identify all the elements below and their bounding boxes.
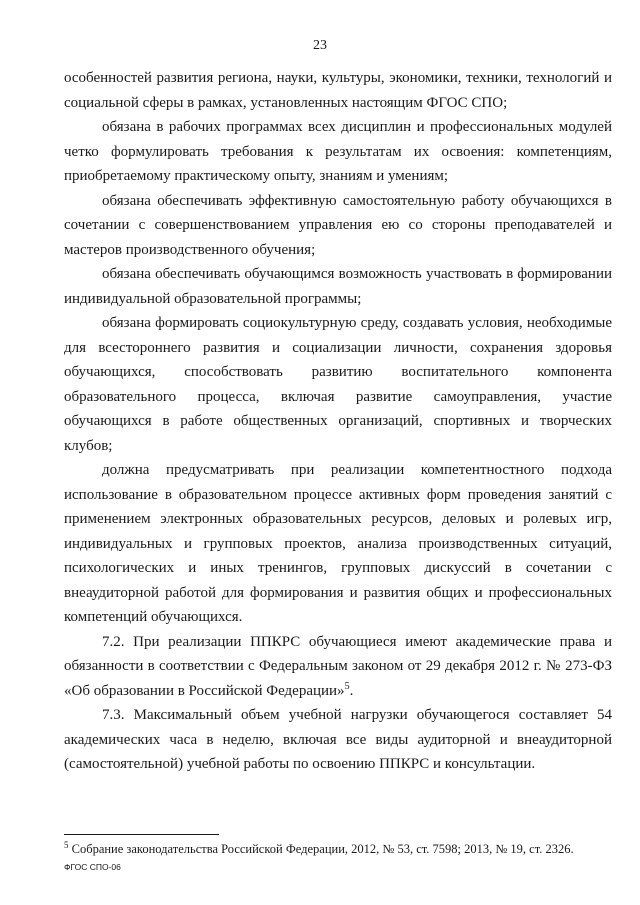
paragraph-sociocultural-environment: обязана формировать социокультурную среду, создавать условия, необходимые для всестороннего развития и социализации личности, сохранения здоровья обучающихся, способствовать развитию воспитательного компонента образовательного процесса, включая развитие самоуправления, участие обучающихся в работе общественных организаций, спортивных и творческих клубов;: [64, 315, 612, 454]
footnote-marker: 5: [64, 839, 69, 850]
paragraph-7-2: [64, 630, 612, 704]
page-body: [64, 66, 612, 777]
paragraph-continuation: особенностей развития региона, науки, культуры, экономики, техники, технологий и социальной сферы в рамках, установленных настоящим ФГОС СПО;: [64, 70, 612, 111]
paragraph-individual-program: обязана обеспечивать обучающимся возможность участвовать в формировании индивидуальной образовательной программы;: [64, 266, 612, 307]
footnote-reference[interactable]: 5: [344, 680, 350, 692]
document-code: ФГОС СПО-06: [64, 862, 121, 872]
page-number: 23: [313, 38, 327, 53]
footnote-divider: [64, 834, 219, 835]
paragraph-7-2-end: .: [349, 682, 354, 699]
paragraph-7-3: 7.3. Максимальный объем учебной нагрузки обучающегося составляет 54 академических часа в неделю, включая все виды аудиторной и внеаудиторной (самостоятельной) учебной работы по освоению ППКРС и консультации.: [64, 707, 612, 772]
footnote-text: Собрание законодательства Российской Федерации, 2012, № 53, ст. 7598; 2013, № 19, ст. 2326.: [68, 842, 574, 856]
footnote: [64, 841, 624, 857]
paragraph-work-programs: обязана в рабочих программах всех дисциплин и профессиональных модулей четко формулировать требования к результатам их освоения: компетенциям, приобретаемому практическому опыту, знаниям и умениям;: [64, 119, 612, 184]
paragraph-independent-work: обязана обеспечивать эффективную самостоятельную работу обучающихся в сочетании с совершенствованием управления ею со стороны преподавателей и мастеров производственного обучения;: [64, 192, 612, 258]
paragraph-active-forms: должна предусматривать при реализации компетентностного подхода использование в образовательном процессе активных форм проведения занятий с применением электронных образовательных ресурсов, деловых и ролевых игр, индивидуальных и групповых проектов, анализа производственных ситуаций, психологических и иных тренингов, групповых дискуссий в сочетании с внеаудиторной работой для формирования и развития общих и профессиональных компетенций обучающихся.: [64, 462, 612, 625]
paragraph-7-2-text: 7.2. При реализации ППКРС обучающиеся имеют академические права и обязанности в соответствии с Федеральным законом от 29 декабря 2012 г. № 273-ФЗ «Об образовании в Российской Федерации»: [64, 633, 612, 699]
